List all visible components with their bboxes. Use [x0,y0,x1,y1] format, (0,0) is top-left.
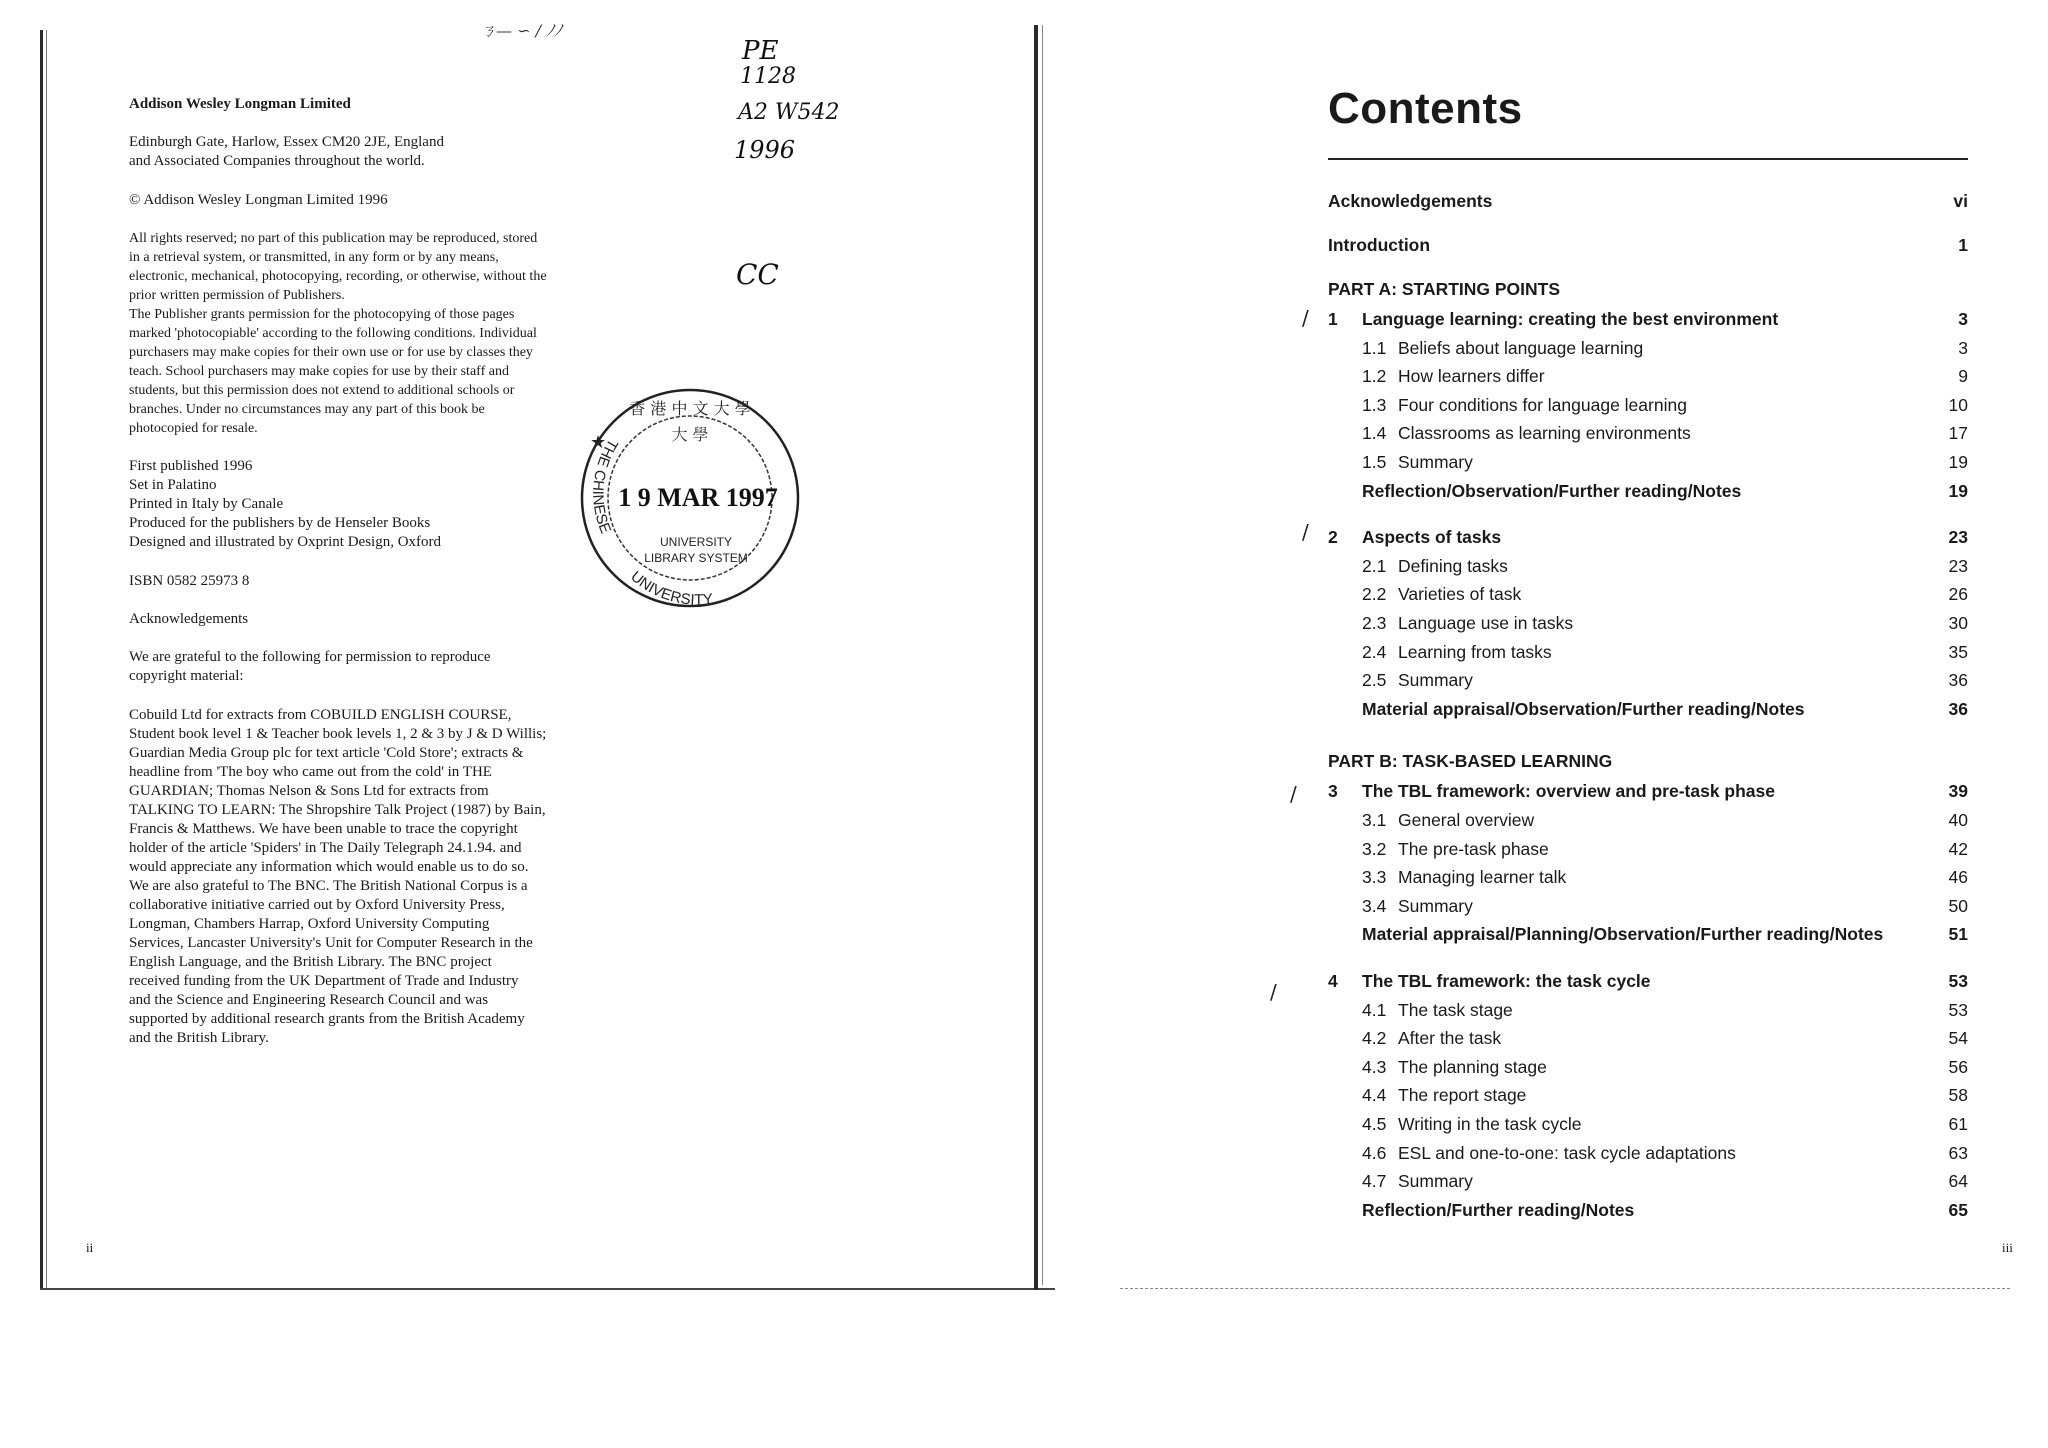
toc-entry-page: 17 [1948,423,1968,444]
print-info-line: First published 1996 [129,458,253,474]
toc-entry-section [1328,1140,1968,1166]
ack-body-line: headline from 'The boy who came out from the cold' in THE [129,764,492,780]
toc-section-number: 3.1 [1362,810,1387,830]
rights-line: branches. Under no circumstances may any part of this book be [129,402,485,417]
toc-entry-section [1328,449,1968,475]
toc-entry-section [1328,581,1968,607]
ack-body-line: and the British Library. [129,1030,269,1046]
toc-entry-label: Classrooms as learning environments [1398,423,1691,444]
toc-entry-label: Material appraisal/Observation/Further reading/Notes [1362,698,1805,719]
rights-line: in a retrieval system, or transmitted, in any form or by any means, [129,250,499,265]
toc-entry-label: Reflection/Further reading/Notes [1362,1199,1635,1220]
toc-entry-label: Language use in tasks [1398,613,1574,633]
toc-entry-chapter [1328,306,1968,332]
toc-entry-label: How learners differ [1398,366,1545,387]
toc-entry-label: Reflection/Observation/Further reading/Notes [1362,480,1742,501]
toc-entry-extra [1328,478,1968,504]
toc-chapter-number: 1 [1328,309,1338,329]
left-bottom-edge [40,1288,1055,1290]
ack-body-line: collaborative initiative carried out by Oxford University Press, [129,897,505,913]
ack-body-line: Longman, Chambers Harrap, Oxford University Computing [129,916,490,932]
pencil-tick-mark: / [1290,782,1297,806]
ack-body-line: We are also grateful to The BNC. The British National Corpus is a [129,878,528,894]
toc-section-number: 2.4 [1362,641,1387,662]
toc-entry-page: 42 [1948,838,1968,859]
toc-entry-label: Writing in the task cycle [1398,1114,1582,1134]
toc-section-number: 3.2 [1362,838,1387,859]
page-title: Contents [1328,84,1523,133]
rights-line: photocopied for resale. [129,421,258,436]
toc-entry-section [1328,553,1968,579]
toc-entry-top [1328,188,1968,214]
toc-entry-section [1328,864,1968,890]
toc-entry-page: 53 [1948,999,1968,1020]
toc-entry-page: vi [1953,191,1968,211]
toc-entry-extra [1328,921,1968,947]
stamp-date: 1 9 MAR 1997 [618,483,778,512]
toc-entry-page: 56 [1948,1056,1968,1077]
toc-section-number: 1.4 [1362,423,1387,444]
toc-entry-section [1328,1082,1968,1108]
stamp-center-char: 大 學 [671,425,709,444]
copyright-line: © Addison Wesley Longman Limited 1996 [129,192,388,208]
toc-entry-label: PART B: TASK-BASED LEARNING [1328,751,1613,772]
toc-section-number: 4.5 [1362,1114,1387,1134]
toc-entry-page: 51 [1948,924,1968,945]
stamp-top-chars: 香 港 中 文 大 學 [629,399,751,418]
toc-entry-label: ESL and one-to-one: task cycle adaptations [1398,1142,1736,1163]
ack-heading: Acknowledgements [129,611,249,627]
center-spine-line-2 [1042,25,1043,1285]
toc-entry-page: 36 [1948,670,1968,691]
call-number-line-1: PE [742,36,779,66]
toc-entry-section [1328,1025,1968,1051]
toc-entry-label: PART A: STARTING POINTS [1328,279,1561,299]
call-number-line-3: A2 W542 [738,100,840,125]
toc-entry-page: 53 [1948,971,1968,991]
initials-mark: CC [736,258,779,291]
toc-entry-label: General overview [1398,810,1535,830]
toc-entry-label: Language learning: creating the best environment [1362,309,1779,329]
toc-entry-section [1328,639,1968,665]
toc-entry-section [1328,893,1968,919]
print-info-line: Designed and illustrated by Oxprint Design, Oxford [129,534,442,550]
toc-entry-page: 63 [1948,1142,1968,1163]
toc-entry-page: 50 [1948,895,1968,916]
toc-entry-label: Summary [1398,670,1473,691]
toc-chapter-number: 3 [1328,781,1338,802]
toc-entry-chapter [1328,524,1968,550]
toc-entry-chapter [1328,968,1968,994]
toc-entry-page: 30 [1948,613,1968,633]
toc-entry-page: 19 [1948,480,1968,501]
ack-body-line: Student book level 1 & Teacher book levels 1, 2 & 3 by J & D Willis; [129,726,547,742]
toc-entry-label: The task stage [1398,999,1513,1020]
rights-line: prior written permission of Publishers. [129,288,345,303]
stamp-inner-line-1: UNIVERSITY [659,535,733,549]
toc-entry-label: After the task [1398,1028,1502,1049]
rights-line: teach. School purchasers may make copies for use by their staff and [129,364,509,379]
pencil-tick-mark: / [1302,520,1309,544]
stamp-arc-left-text: THE CHINESE [589,435,622,536]
toc-entry-label: Varieties of task [1398,584,1522,605]
toc-section-number: 2.3 [1362,613,1387,633]
rights-line: All rights reserved; no part of this publication may be reproduced, stored [129,231,538,246]
rights-line: electronic, mechanical, photocopying, recording, or otherwise, without the [129,269,547,284]
toc-entry-section [1328,1111,1968,1137]
toc-entry-page: 46 [1948,867,1968,888]
toc-entry-label: Learning from tasks [1398,641,1552,662]
toc-entry-label: Summary [1398,452,1473,472]
toc-entry-page: 3 [1958,309,1968,329]
toc-chapter-number: 2 [1328,527,1338,548]
toc-entry-label: Aspects of tasks [1362,527,1502,548]
stamp-arc-bottom-text: UNIVERSITY [627,568,714,609]
rights-block [129,229,609,438]
stamp-inner-line-2: LIBRARY SYSTEM [644,551,748,565]
rights-line: purchasers may make copies for their own use or for use by classes they [129,345,533,360]
stamp-arc-bottom [627,568,714,609]
ack-body-line: supported by additional research grants from the British Academy [129,1011,525,1027]
toc-entry-label: Introduction [1328,235,1431,255]
toc-entry-part [1328,748,1968,774]
toc-entry-page: 10 [1948,394,1968,415]
call-number-line-2: 1128 [740,64,796,89]
ack-body-line: Francis & Matthews. We have been unable to trace the copyright [129,821,518,837]
toc-entry-label: Summary [1398,895,1473,916]
toc-section-number: 4.7 [1362,1171,1387,1192]
top-scribble: ㄋ— ∽ / ﾉﾉ [480,21,563,40]
toc-section-number: 1.1 [1362,337,1387,358]
toc-entry-part [1328,276,1968,302]
ack-body-line: Guardian Media Group plc for text article 'Cold Store'; extracts & [129,745,524,761]
toc-entry-label: Acknowledgements [1328,191,1493,211]
toc-entry-page: 61 [1948,1114,1968,1134]
left-page-number: ii [86,1240,94,1255]
toc-entry-page: 54 [1948,1028,1968,1049]
toc-entry-section [1328,335,1968,361]
toc-section-number: 4.3 [1362,1056,1387,1077]
pencil-tick-mark: / [1270,980,1277,1004]
call-number-line-4: 1996 [734,136,796,164]
ack-intro [129,648,609,686]
toc-entry-section [1328,1054,1968,1080]
toc-entry-label: Managing learner talk [1398,867,1567,888]
library-stamp [570,378,810,618]
title-rule [1328,158,1968,160]
toc-entry-page: 26 [1948,584,1968,605]
ack-body-line: TALKING TO LEARN: The Shropshire Talk Project (1987) by Bain, [129,802,546,818]
ack-intro-line: We are grateful to the following for permission to reproduce [129,649,491,665]
toc-entry-page: 3 [1958,337,1968,358]
toc-entry-section [1328,1168,1968,1194]
toc-entry-page: 23 [1948,555,1968,576]
toc-entry-extra [1328,1197,1968,1223]
rights-line: The Publisher grants permission for the photocopying of those pages [129,307,515,322]
publisher-name: Addison Wesley Longman Limited [129,96,351,112]
toc-entry-chapter [1328,778,1968,804]
ack-body [129,706,629,1048]
toc-entry-page: 1 [1958,235,1968,255]
right-bottom-edge [1120,1288,2010,1289]
toc-entry-section [1328,667,1968,693]
toc-entry-section [1328,420,1968,446]
center-spine-line [1034,25,1038,1290]
toc-entry-label: Material appraisal/Planning/Observation/Further reading/Notes [1362,924,1884,945]
toc-entry-page: 23 [1948,527,1968,548]
address-line: and Associated Companies throughout the world. [129,153,425,169]
print-info-line: Printed in Italy by Canale [129,496,284,512]
toc-entry-label: The planning stage [1398,1056,1547,1077]
ack-body-line: and the Science and Engineering Research Council and was [129,992,489,1008]
toc-entry-section [1328,363,1968,389]
toc-entry-extra [1328,696,1968,722]
ack-body-line: English Language, and the British Library. The BNC project [129,954,492,970]
toc-section-number: 4.6 [1362,1142,1387,1163]
toc-section-number: 3.3 [1362,867,1387,888]
toc-section-number: 1.2 [1362,366,1387,387]
print-info-line: Set in Palatino [129,477,217,493]
toc-entry-label: Four conditions for language learning [1398,394,1687,415]
toc-entry-section [1328,610,1968,636]
ack-intro-line: copyright material: [129,668,244,684]
address-line: Edinburgh Gate, Harlow, Essex CM20 2JE, England [129,134,444,150]
toc-section-number: 2.1 [1362,555,1387,576]
pencil-tick-mark: / [1302,306,1309,330]
toc-entry-section [1328,392,1968,418]
toc-entry-page: 39 [1948,781,1968,802]
toc-entry-page: 64 [1948,1171,1968,1192]
toc-entry-page: 19 [1948,452,1968,472]
toc-entry-section [1328,836,1968,862]
toc-chapter-number: 4 [1328,971,1338,991]
toc-entry-label: The pre-task phase [1398,838,1549,859]
toc-entry-page: 65 [1948,1199,1968,1220]
ack-body-line: Cobuild Ltd for extracts from COBUILD ENGLISH COURSE, [129,707,512,723]
toc-entry-page: 36 [1948,698,1968,719]
ack-body-line: Services, Lancaster University's Unit for Computer Research in the [129,935,533,951]
print-info-block [129,457,609,552]
toc-section-number: 3.4 [1362,895,1387,916]
toc-section-number: 1.5 [1362,452,1387,472]
toc-section-number: 2.5 [1362,670,1387,691]
rights-line: students, but this permission does not extend to additional schools or [129,383,515,398]
toc-entry-page: 35 [1948,641,1968,662]
toc-entry-label: The report stage [1398,1085,1527,1106]
toc-section-number: 2.2 [1362,584,1387,605]
toc-entry-section [1328,997,1968,1023]
toc-section-number: 4.1 [1362,999,1387,1020]
ack-body-line: holder of the article 'Spiders' in The Daily Telegraph 24.1.94. and [129,840,522,856]
ack-body-line: GUARDIAN; Thomas Nelson & Sons Ltd for extracts from [129,783,489,799]
isbn: ISBN 0582 25973 8 [129,573,250,589]
toc-entry-page: 40 [1948,810,1968,830]
toc-section-number: 4.2 [1362,1028,1387,1049]
toc-entry-top [1328,232,1968,258]
toc-entry-label: Beliefs about language learning [1398,337,1644,358]
toc-entry-page: 58 [1948,1085,1968,1106]
toc-entry-page: 9 [1958,366,1968,387]
toc-entry-label: The TBL framework: overview and pre-task phase [1362,781,1776,802]
rights-line: marked 'photocopiable' according to the following conditions. Individual [129,326,537,341]
toc-entry-label: The TBL framework: the task cycle [1362,971,1651,991]
left-binding-line-2 [46,30,47,1290]
toc-section-number: 4.4 [1362,1085,1387,1106]
toc-entry-label: Summary [1398,1171,1473,1192]
toc-entry-section [1328,807,1968,833]
ack-body-line: would appreciate any information which would enable us to do so. [129,859,529,875]
left-binding-line [40,30,43,1290]
toc-section-number: 1.3 [1362,394,1387,415]
toc-entry-label: Defining tasks [1398,555,1508,576]
right-page-number: iii [2002,1240,2013,1255]
stamp-star-icon: ★ [590,432,607,452]
print-info-line: Produced for the publishers by de Henseler Books [129,515,431,531]
address-block [129,133,609,171]
ack-body-line: received funding from the UK Department of Trade and Industry [129,973,519,989]
